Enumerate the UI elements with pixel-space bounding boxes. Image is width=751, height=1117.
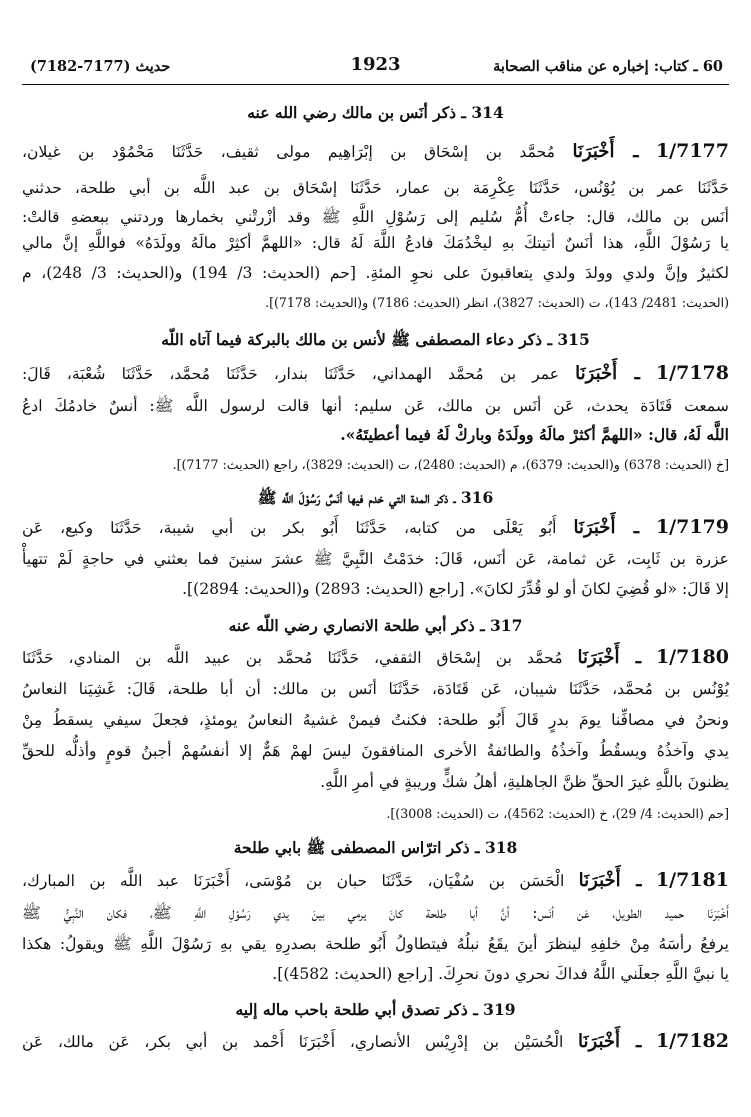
- hadith-text: مُحمَّد بن إسْحَاق الثقفي، حَدَّثَنَا مُحمَّد بن عبيد اللَّه بن المنادي، حَدَّثَنَا: [22, 649, 578, 667]
- hadith-keyword: ـ أَخْبَرَنَا: [572, 141, 639, 162]
- hadith-line: ونحنُ في مصافِّنا يومَ بدرٍ قَالَ أَبُو طلحة: فكنتُ فيمنْ غشيهُ النعاسُ يومئذٍ، فجعلَ سيفي يسقطُ مِنْ: [22, 711, 729, 729]
- hadith-text: الْحُسَيْن بن إدْرِيْس الأنصاري، أَخْبَرَنَا أَحْمد بن أبي بكر، عَن مالك، عَن: [22, 1033, 579, 1051]
- page-header: [22, 54, 729, 84]
- hadith-first-line: [22, 140, 729, 162]
- header-rule: [22, 84, 729, 85]
- hadith-line: اللَّه لَهُ، قال: «اللهمَّ أكثرْ مالَهُ وولَدَهُ وباركْ لَهُ فيما أعطيتَهُ».: [340, 425, 729, 444]
- hadith-line: يدي وآخذُهُ ويسقُطُ وآخذُهُ والطائفةُ الأخرى المنافقونَ ليسَ لهمْ هَمٌّ إلا أنفسُهمْ أجبنُ قومٍ وأذلُّه للحقِّ: [22, 742, 729, 760]
- hadith-number: 1/7181: [655, 869, 729, 891]
- hadith-line: أنَس بن مالك، قال: جاءتْ أُمُّ سُليم إلى رَسُوْلِ اللَّهِ ﷺ وقد أزْرتْني بخمارها وردتني ببعضهِ قالتْ:: [22, 208, 729, 226]
- hadith-line: يرفعُ رأسَهُ مِنْ خلفِهِ لينظرَ أينَ يقَعُ نبلُهُ فيتطاولُ أَبُو طلحة بصدرِهِ يقي بهِ رَسُوْلَ اللَّهِ ﷺ ويقولُ: هكذا: [22, 935, 729, 953]
- chapter-heading: 314 ـ ذكر أنَس بن مالك رضي الله عنه: [247, 103, 504, 122]
- hadith-keyword: ـ أَخْبَرَنَا: [578, 870, 642, 891]
- hadith-line: عزرة بن ثَابِت، عَن ثمامة، عَن أنَس، قَالَ: خدَمْتُ النَّبِيَّ ﷺ عشرَ سنينَ فما بعثني في حاجةٍ لَمْ تتهيأْ: [22, 550, 729, 568]
- hadith-text: الْحَسَن بن سُفْيَان، حَدَّثَنَا حبان بن مُوْسَى، أَخْبَرَنَا عبد اللَّه بن المبارك،: [22, 872, 579, 890]
- hadith-text: مُحمَّد بن إسْحَاق بن إبْرَاهِيم مولى ثقيف، حَدَّثَنَا مَحْمُوْد بن غيلان،: [22, 143, 573, 161]
- hadith-number: 1/7178: [655, 362, 729, 384]
- chapter-heading: 318 ـ ذكر اترّاس المصطفى ﷺ بابي طلحة: [233, 838, 518, 857]
- hadith-number: 1/7180: [655, 646, 729, 668]
- hadith-line: يا رَسُوْلَ اللَّهِ، هذا أنَسٌ أتيتكَ بهِ ليخْدُمَكَ فادعُ اللَّهَ لَهُ قال: «اللهمَّ أكثِرْ مالَهُ وولَدَهُ» فواللَّهِ إنَّ مالي: [22, 234, 729, 252]
- page-number: 1923: [350, 54, 401, 75]
- hadith-number: 1/7179: [655, 516, 729, 538]
- hadith-first-line: [22, 869, 729, 891]
- hadith-line: يا نبيَّ اللَّهِ جعلَني اللَّهُ فداكَ نحري دونَ نحرِكَ. [راجع (الحديث: 4582)].: [272, 965, 729, 983]
- hadith-references: (الحديث: 2481/ 143)، ت (الحديث: 3827)، انظر (الحديث: 7186) و(الحديث: 7178)].: [265, 295, 729, 310]
- hadith-keyword: ـ أَخْبَرَنَا: [575, 363, 640, 384]
- hadith-first-line: [22, 1030, 729, 1052]
- hadith-number: 1/7177: [655, 140, 729, 162]
- book-section-title: 60 ـ كتاب: إخباره عن مناقب الصحابة: [493, 58, 723, 75]
- hadith-line: سمعت قَتَادَة يحدث، عَن أنَس بن مالك، عَن سليم: أنها قالت لرسول اللَّه ﷺ: أنسٌ خادمُكَ ادعُ: [22, 397, 729, 415]
- hadith-line: أَخْبَرَنَا حميد الطويل، عَن أنَس: أنَّ أبا طلحة كانَ يرمي بينَ يدي رَسُوْلِ اللَّهِ ﷺ، فكان النَّبِيُّ ﷺ: [22, 904, 729, 922]
- hadith-range: حديث (7177-7182): [30, 58, 171, 75]
- hadith-text: أَبُو يَعْلَى من كتابه، حَدَّثَنَا أَبُو بكر بن أبي شيبة، حَدَّثَنَا وكيع، عَن: [22, 519, 574, 537]
- hadith-first-line: [22, 646, 729, 668]
- hadith-references: [حم (الحديث: 4/ 29)، خ (الحديث: 4562)، ت (الحديث: 3008)].: [386, 806, 729, 821]
- chapter-heading: 315 ـ ذكر دعاء المصطفى ﷺ لأنس بن مالك بالبركة فيما آتاه اللّه: [161, 330, 590, 349]
- hadith-number: 1/7182: [655, 1030, 729, 1052]
- hadith-line: يظنونَ باللَّهِ غيرَ الحقِّ ظنَّ الجاهليةِ، أهلُ شكٍّ وريبةٍ في أمرِ اللَّهِ.: [320, 773, 729, 791]
- hadith-keyword: ـ أَخْبَرَنَا: [578, 1031, 642, 1052]
- hadith-line: إلا قَالَ: «لو قُضِيَ لكانَ أو لو قُدِّرَ لكانَ». [راجع (الحديث: 2893) و(الحديث: 2894)].: [182, 580, 729, 598]
- hadith-line: لكثيرٌ وإنَّ ولدي وولدَ ولدي يتعاقبونَ على نحوِ المئةِ. [حم (الحديث: 3/ 194) و(الحديث: 3/ 248)، م: [22, 264, 729, 282]
- hadith-text: عمر بن مُحمَّد الهمداني، حَدَّثَنَا بندار، حَدَّثَنَا مُحمَّد، حَدَّثَنَا شُعْبَة، قَالَ:: [22, 365, 576, 383]
- hadith-first-line: [22, 362, 729, 384]
- hadith-keyword: ـ أَخْبَرَنَا: [577, 647, 642, 668]
- chapter-heading: 317 ـ ذكر أبي طلحة الانصاري رضي اللّه عنه: [228, 616, 523, 635]
- chapter-heading: 319 ـ ذكر تصدق أبي طلحة باحب ماله إليه: [235, 1000, 516, 1019]
- hadith-line: يُوْنُس بن مُحمَّد، حَدَّثَنَا شيبان، عَن قَتَادَة، حَدَّثَنَا أنَس بن مالك: أن أبا طلحة، قَالَ: غَشِيَنا النعاسُ: [22, 680, 729, 698]
- hadith-keyword: ـ أَخْبَرَنَا: [573, 517, 639, 538]
- chapter-heading: 316 ـ ذكر المدة التي خدم فيها أنَسٌ رَسُوْلَ اللَّه ﷺ: [257, 488, 494, 507]
- hadith-references: [خ (الحديث: 6378) و(الحديث: 6379)، م (الحديث: 2480)، ت (الحديث: 3829)، راجع (الحديث: 7177)].: [172, 457, 729, 472]
- hadith-line: حَدَّثَنَا عمر بن يُوْنُس، حَدَّثَنَا عِكْرِمَة بن عمار، حَدَّثَنَا إسْحَاق بن عبد اللَّه بن أبي طلحة، حدثني: [22, 179, 729, 197]
- hadith-first-line: [22, 516, 729, 538]
